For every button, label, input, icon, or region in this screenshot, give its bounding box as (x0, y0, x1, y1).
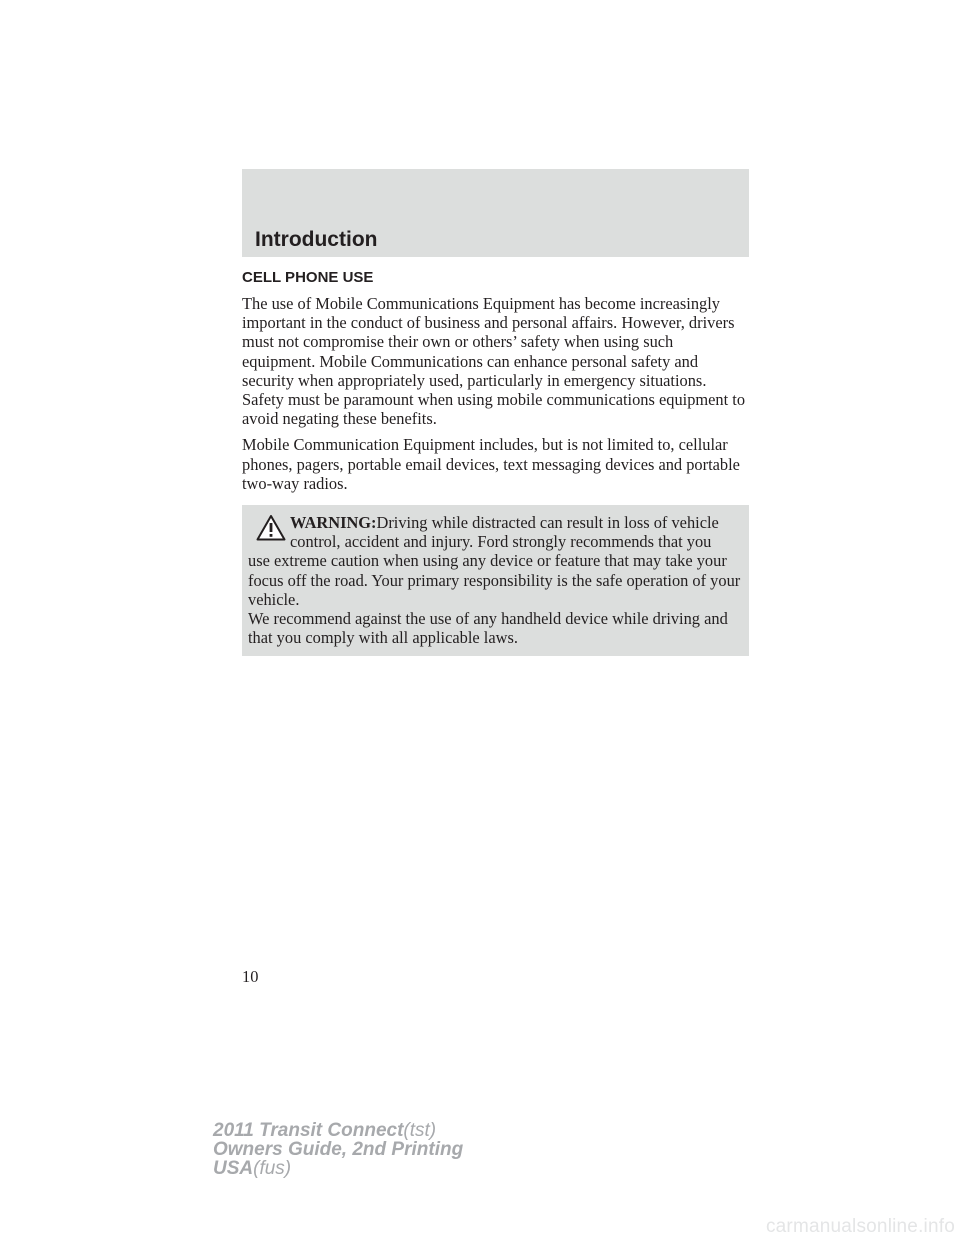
paragraph-mobile-equipment-importance: The use of Mobile Communications Equipment has become increasingly important in the conduct of business and personal affairs. However, drivers must not compromise their own or others’ safety when using such equipment. Mobile Communications can enhance personal safety and security when appropriately used, particularly in emergency situations. Safety must be paramount when using mobile communications equipment to avoid negating these benefits. (242, 294, 746, 429)
footer-market: USA (213, 1158, 254, 1179)
footer-line-model (213, 1121, 463, 1140)
warning-first-line (248, 513, 745, 532)
warning-text: use extreme caution when using any device or feature that may take your focus off the road. Your primary responsibility is the safe operation of your vehicle. (248, 551, 741, 609)
warning-recommendation: We recommend against the use of any handheld device while driving and that you comply with all applicable laws. (248, 609, 728, 648)
warning-line-2: control, accident and injury. Ford strongly recommends that you (290, 532, 712, 552)
footer-market-code: (fus) (253, 1158, 292, 1179)
section-title: Introduction (255, 228, 378, 251)
site-watermark: carmanualsonline.info (765, 1216, 955, 1237)
page-number: 10 (242, 967, 259, 986)
warning-box (242, 505, 749, 656)
section-header-band (242, 169, 749, 257)
document-footer (213, 1121, 463, 1178)
section-heading: CELL PHONE USE (242, 269, 374, 286)
warning-line-1: Driving while distracted can result in loss of vehicle (376, 513, 719, 533)
footer-model: 2011 Transit Connect (213, 1120, 404, 1141)
page-content (242, 268, 749, 656)
warning-triangle-icon (256, 514, 286, 541)
warning-label: WARNING: (290, 513, 377, 533)
footer-guide-edition: Owners Guide, 2nd Printing (213, 1139, 464, 1160)
paragraph-mobile-equipment-definition: Mobile Communication Equipment includes, but is not limited to, cellular phones, pagers, portable email devices, text messaging devices and portable two-way radios. (242, 435, 740, 493)
footer-model-code: (tst) (403, 1120, 437, 1141)
footer-line-market (213, 1159, 463, 1178)
